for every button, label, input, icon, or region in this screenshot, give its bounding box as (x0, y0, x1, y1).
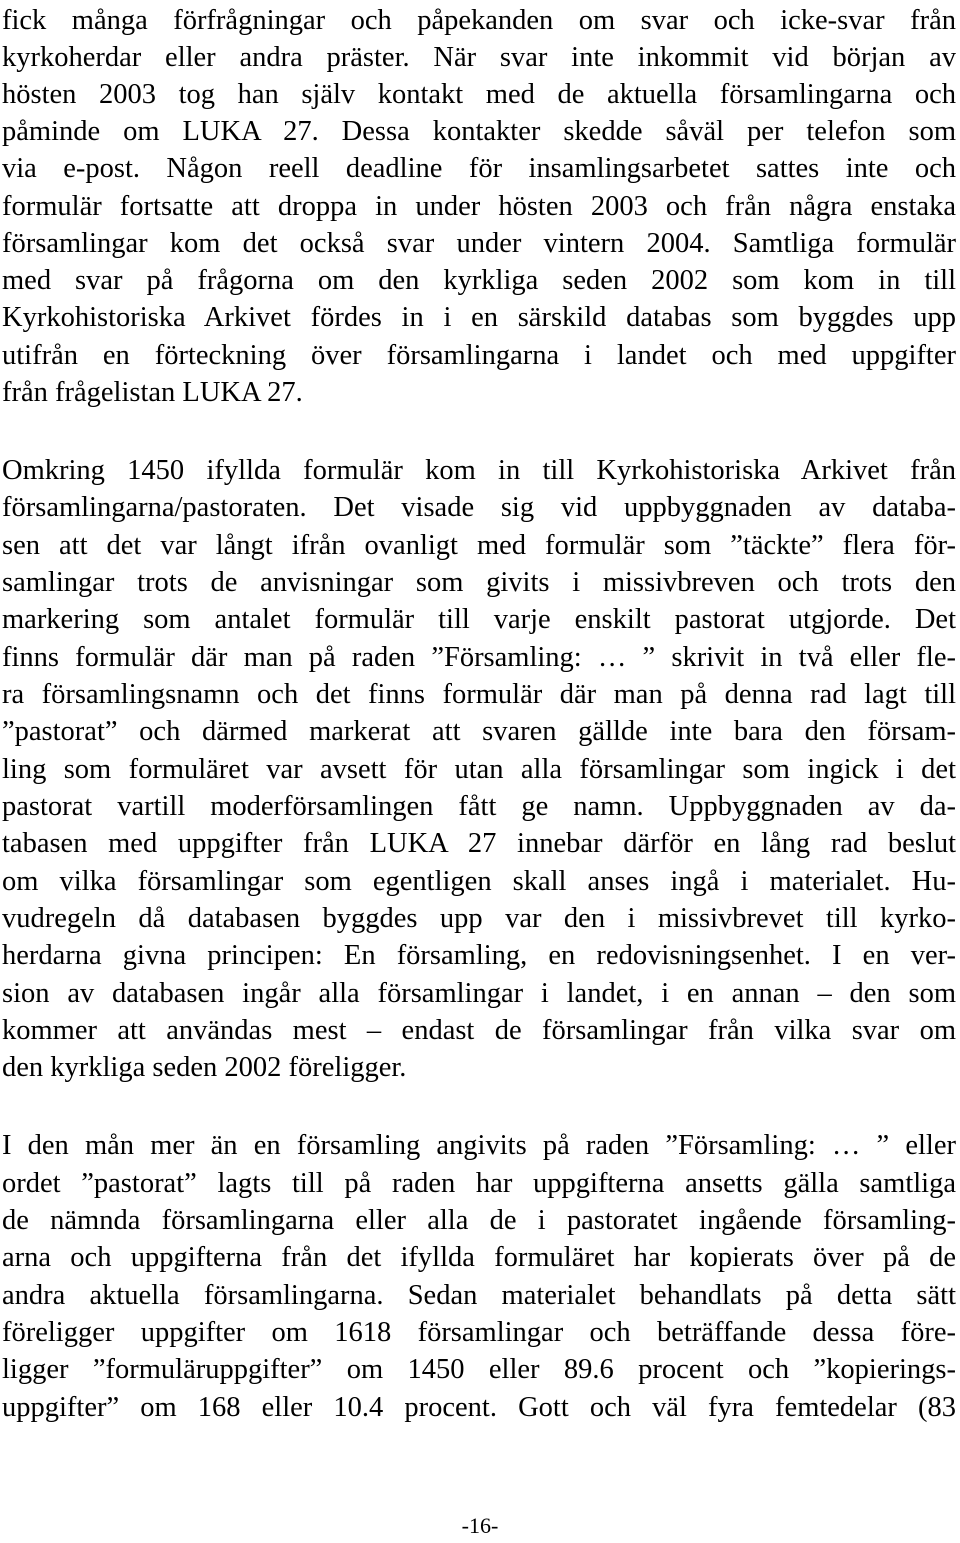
page-number: -16- (461, 1513, 499, 1538)
text-line: utifrån en förteckning över församlingarna i landet och med uppgifter (2, 340, 956, 371)
text-line: påminde om LUKA 27. Dessa kontakter skedde såväl per telefon som (2, 116, 956, 147)
text-line: finns formulär där man på raden ”Församling: … ” skrivit in två eller fle- (2, 642, 956, 673)
text-line: kommer att användas mest – endast de församlingar från vilka svar om (2, 1015, 956, 1046)
text-line: de nämnda församlingarna eller alla de i pastoratet ingående församling- (2, 1205, 956, 1236)
text-line: från frågelistan LUKA 27. (2, 377, 303, 408)
text-line: andra aktuella församlingarna. Sedan materialet behandlats på detta sätt (2, 1280, 956, 1311)
text-line: via e-post. Någon reell deadline för insamlingsarbetet sattes inte och (2, 153, 956, 184)
text-line: fick många förfrågningar och påpekanden om svar och icke-svar från (2, 5, 956, 36)
text-line: formulär fortsatte att droppa in under hösten 2003 och från några enstaka (2, 191, 956, 222)
text-line: pastorat vartill moderförsamlingen fått ge namn. Uppbyggnaden av da- (2, 791, 956, 822)
text-line: samlingar trots de anvisningar som givits i missivbreven och trots den (2, 567, 956, 598)
text-line: den kyrkliga seden 2002 föreligger. (2, 1052, 407, 1083)
text-line: sen att det var långt ifrån ovanligt med formulär som ”täckte” flera för- (2, 530, 956, 561)
text-line: med svar på frågorna om den kyrkliga seden 2002 som kom in till (2, 265, 956, 296)
text-line: uppgifter” om 168 eller 10.4 procent. Gott och väl fyra femtedelar (83 (2, 1392, 956, 1423)
text-line: sion av databasen ingår alla församlingar i landet, i en annan – den som (2, 978, 956, 1009)
text-line: Omkring 1450 ifyllda formulär kom in till Kyrkohistoriska Arkivet från (2, 455, 956, 486)
text-line: föreligger uppgifter om 1618 församlingar och beträffande dessa före- (2, 1317, 956, 1348)
text-line: tabasen med uppgifter från LUKA 27 innebar därför en lång rad beslut (2, 828, 956, 859)
text-line: herdarna givna principen: En församling, en redovisningsenhet. I en ver- (2, 940, 956, 971)
text-line: markering som antalet formulär till varje enskilt pastorat utgjorde. Det (2, 604, 956, 635)
text-line: församlingarna/pastoraten. Det visade sig vid uppbyggnaden av databa- (2, 492, 956, 523)
text-line: ling som formuläret var avsett för utan alla församlingar som ingick i det (2, 754, 956, 785)
text-line: kyrkoherdar eller andra präster. När svar inte inkommit vid början av (2, 42, 956, 73)
text-line: ordet ”pastorat” lagts till på raden har uppgifterna ansetts gälla samtliga (2, 1168, 956, 1199)
text-line: vudregeln då databasen byggdes upp var den i missivbrevet till kyrko- (2, 903, 956, 934)
text-line: ra församlingsnamn och det finns formulär där man på denna rad lagt till (2, 679, 956, 710)
text-line: församlingar kom det också svar under vintern 2004. Samtliga formulär (2, 228, 956, 259)
text-line: ligger ”formuläruppgifter” om 1450 eller 89.6 procent och ”kopierings- (2, 1354, 956, 1385)
text-line: arna och uppgifterna från det ifyllda formuläret har kopierats över på de (2, 1242, 956, 1273)
text-line: ”pastorat” och därmed markerat att svaren gällde inte bara den försam- (2, 716, 956, 747)
text-line: I den mån mer än en församling angivits på raden ”Församling: … ” eller (2, 1130, 956, 1161)
text-line: om vilka församlingar som egentligen skall anses ingå i materialet. Hu- (2, 866, 956, 897)
text-line: Kyrkohistoriska Arkivet fördes in i en särskild databas som byggdes upp (2, 302, 956, 333)
text-line: hösten 2003 tog han själv kontakt med de aktuella församlingarna och (2, 79, 956, 110)
